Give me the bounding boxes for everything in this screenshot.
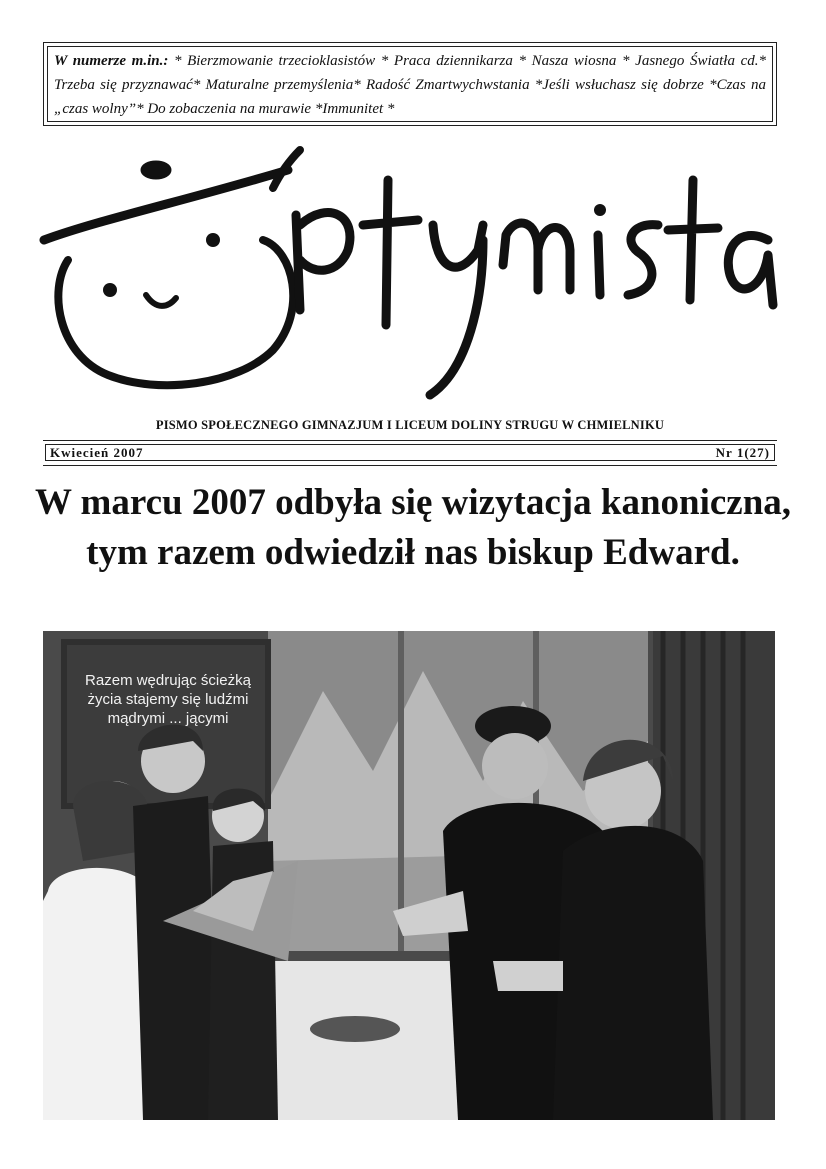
projection-screen-text: Razem wędrując ścieżką życia stajemy się ludźmi mądrymi ... jącymi (85, 672, 251, 727)
contents-box (43, 42, 777, 126)
issue-bar (43, 440, 777, 466)
issue-date: Kwiecień 2007 (50, 445, 144, 460)
cover-photo (43, 631, 775, 1120)
contents-list: * Bierzmowanie trzecioklasistów * Praca dziennikarza * Nasza wiosna * Jasnego Światła cd.* Trzeba się przyznawać* Maturalne przemyślenia* Radość Zmartwychwstania *Jeśli wsłuchasz się dobrze *Czas na „czas wolny”* Do zobaczenia na murawie *Immunitet * (54, 53, 766, 117)
issue-number: Nr 1(27) (715, 445, 770, 460)
issue-bar-inner (45, 444, 775, 461)
masthead-logo (38, 140, 783, 410)
headline: W marcu 2007 odbyła się wizytacja kanoniczna, tym razem odwiedził nas biskup Edward. (34, 482, 792, 573)
contents-lead: W numerze m.in.: (54, 53, 169, 69)
contents-text (47, 46, 773, 122)
publication-subtitle: PISMO SPOŁECZNEGO GIMNAZJUM I LICEUM DOLINY STRUGU W CHMIELNIKU (155, 418, 665, 432)
